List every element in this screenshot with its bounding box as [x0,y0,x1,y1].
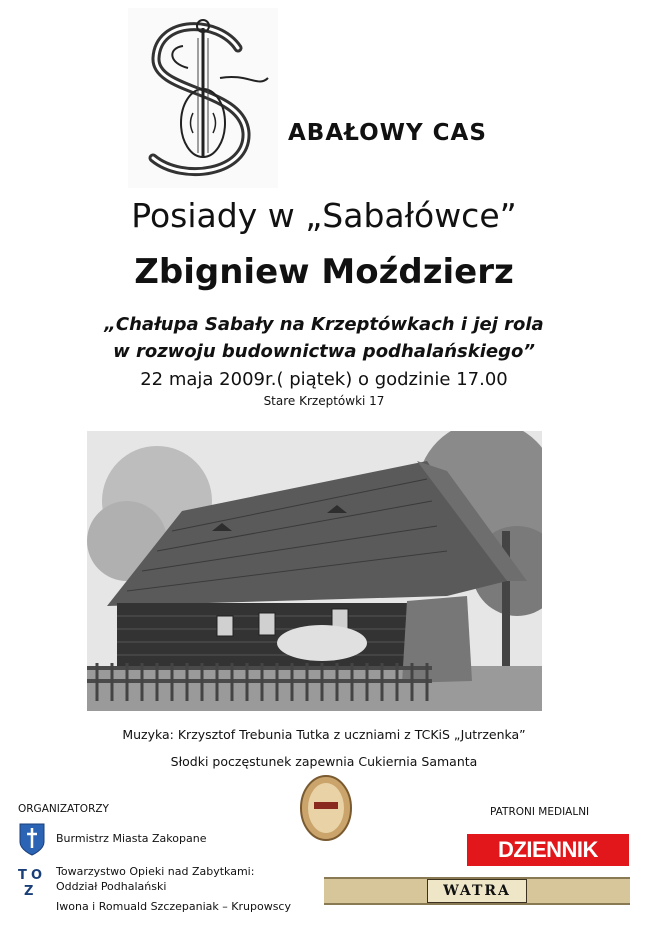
zakopane-crest-icon [18,822,46,856]
event-address: Stare Krzeptówki 17 [263,394,385,408]
event-heading: Posiady w „Sabałówce” [131,196,517,235]
patrons-heading: PATRONI MEDIALNI [490,806,590,818]
organizers-heading: ORGANIZATORZY [18,803,109,815]
event-datetime: 22 maja 2009r.( piątek) o godzinie 17.00 [140,369,508,390]
organizer-toz-line1: Towarzystwo Opieki nad Zabytkami: [56,865,255,878]
treat-info: Słodki poczęstunek zapewnia Cukiernia Samanta [170,754,478,769]
organizer-toz-line2: Oddział Podhalański [56,880,167,893]
svg-text:Z: Z [24,884,34,898]
music-info: Muzyka: Krzysztof Trebunia Tutka z uczniami z TCKiS „Jutrzenka” [122,727,526,742]
lecture-title-line2: w rozwoju budownictwa podhalańskiego” [113,341,535,362]
cukiernia-samanta-logo [298,774,354,842]
logo-title: ABAŁOWY CAS [288,120,487,146]
cottage-photo [87,431,542,711]
sabalowy-cas-logo [128,8,278,188]
organizer-burmistrz: Burmistrz Miasta Zakopane [56,832,207,845]
organizer-szczepaniak: Iwona i Romuald Szczepaniak – Krupowscy [56,900,291,913]
watra-logo: WATRA [427,879,527,903]
svg-text:O: O [31,868,43,883]
toz-logo-icon [18,866,46,898]
svg-text:T: T [18,868,27,883]
speaker-name: Zbigniew Moździerz [134,252,514,292]
lecture-title-line1: „Chałupa Sabały na Krzeptówkach i jej rola [104,314,544,335]
dziennik-polski-logo: DZIENNIK [467,834,629,866]
